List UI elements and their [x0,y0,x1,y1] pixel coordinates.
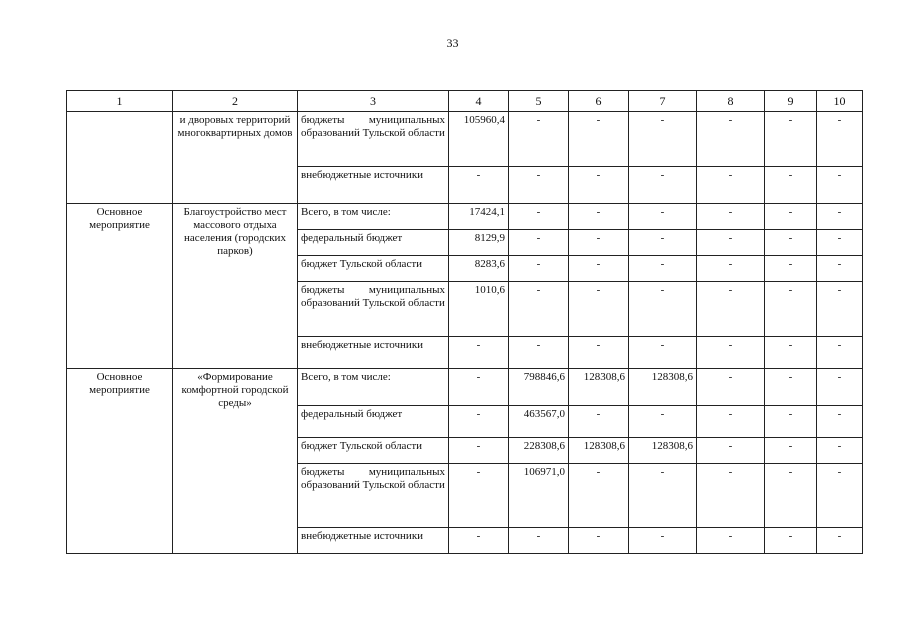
value-cell: - [765,204,817,230]
value-cell: - [629,204,697,230]
value-cell: - [569,528,629,554]
value-cell: 128308,6 [629,438,697,464]
value-cell: 17424,1 [449,204,509,230]
value-cell: 8283,6 [449,256,509,282]
value-cell: - [817,167,863,204]
value-cell: - [765,464,817,528]
value-cell: 798846,6 [509,369,569,406]
header-row [67,91,863,112]
value-cell: - [765,282,817,337]
column-header: 4 [449,91,509,112]
value-cell: - [629,256,697,282]
column-header: 6 [569,91,629,112]
activity-name-cell: и дворовых территорий многоквартирных домов [173,112,298,204]
value-cell: - [569,406,629,438]
value-cell: 105960,4 [449,112,509,167]
value-cell: - [509,204,569,230]
value-cell: - [449,337,509,369]
value-cell: - [629,282,697,337]
value-cell: 1010,6 [449,282,509,337]
value-cell: - [509,112,569,167]
value-cell: - [765,406,817,438]
value-cell: - [697,528,765,554]
table-row [67,112,863,167]
value-cell: - [697,256,765,282]
value-cell: - [817,369,863,406]
funding-source-cell: бюджеты муниципальных образований Тульской области [298,282,449,337]
value-cell: 128308,6 [569,369,629,406]
value-cell: - [629,112,697,167]
value-cell: - [697,406,765,438]
value-cell: - [765,438,817,464]
value-cell: - [449,528,509,554]
value-cell: - [509,167,569,204]
column-header: 7 [629,91,697,112]
activity-name-cell: Благоустройство мест массового отдыха населения (городских парков) [173,204,298,369]
value-cell: - [817,406,863,438]
value-cell: - [629,337,697,369]
value-cell: - [765,230,817,256]
column-header: 10 [817,91,863,112]
funding-source-cell: федеральный бюджет [298,406,449,438]
value-cell: 128308,6 [629,369,697,406]
funding-source-cell: бюджеты муниципальных образований Тульской области [298,112,449,167]
value-cell: - [817,528,863,554]
activity-type-cell: Основное мероприятие [67,204,173,369]
value-cell: - [765,337,817,369]
value-cell: - [697,167,765,204]
value-cell: - [569,464,629,528]
value-cell: - [697,282,765,337]
value-cell: - [569,167,629,204]
column-header: 3 [298,91,449,112]
value-cell: - [817,230,863,256]
value-cell: - [697,438,765,464]
value-cell: - [509,528,569,554]
value-cell: - [765,369,817,406]
activity-type-cell [67,112,173,204]
value-cell: - [697,204,765,230]
value-cell: 463567,0 [509,406,569,438]
value-cell: - [817,464,863,528]
value-cell: - [765,528,817,554]
value-cell: - [629,528,697,554]
value-cell: - [697,230,765,256]
value-cell: - [569,230,629,256]
table-row [67,369,863,406]
value-cell: - [569,204,629,230]
column-header: 5 [509,91,569,112]
value-cell: - [697,112,765,167]
value-cell: - [697,464,765,528]
funding-source-cell: Всего, в том числе: [298,204,449,230]
activity-name-cell: «Формирование комфортной городской среды» [173,369,298,554]
value-cell: - [817,112,863,167]
value-cell: - [765,256,817,282]
value-cell: - [509,256,569,282]
value-cell: 128308,6 [569,438,629,464]
table-row [67,204,863,230]
value-cell: - [817,438,863,464]
activity-type-cell: Основное мероприятие [67,369,173,554]
budget-table [66,90,863,554]
column-header: 2 [173,91,298,112]
value-cell: - [629,230,697,256]
funding-source-cell: внебюджетные источники [298,337,449,369]
value-cell: - [817,256,863,282]
column-header: 1 [67,91,173,112]
value-cell: - [817,282,863,337]
value-cell: - [509,337,569,369]
value-cell: - [817,204,863,230]
funding-source-cell: внебюджетные источники [298,528,449,554]
value-cell: - [449,369,509,406]
value-cell: - [765,112,817,167]
value-cell: - [509,282,569,337]
funding-source-cell: бюджет Тульской области [298,256,449,282]
value-cell: - [697,369,765,406]
value-cell: - [569,337,629,369]
value-cell: - [569,112,629,167]
funding-source-cell: внебюджетные источники [298,167,449,204]
value-cell: - [449,167,509,204]
value-cell: - [449,438,509,464]
value-cell: 106971,0 [509,464,569,528]
value-cell: - [629,464,697,528]
value-cell: - [569,282,629,337]
value-cell: - [697,337,765,369]
funding-source-cell: бюджеты муниципальных образований Тульской области [298,464,449,528]
value-cell: - [569,256,629,282]
value-cell: - [449,406,509,438]
funding-source-cell: федеральный бюджет [298,230,449,256]
value-cell: - [765,167,817,204]
value-cell: - [449,464,509,528]
column-header: 8 [697,91,765,112]
funding-source-cell: Всего, в том числе: [298,369,449,406]
value-cell: - [629,406,697,438]
funding-source-cell: бюджет Тульской области [298,438,449,464]
page-number: 33 [446,36,459,50]
value-cell: 228308,6 [509,438,569,464]
column-header: 9 [765,91,817,112]
value-cell: - [817,337,863,369]
value-cell: - [629,167,697,204]
value-cell: - [509,230,569,256]
value-cell: 8129,9 [449,230,509,256]
